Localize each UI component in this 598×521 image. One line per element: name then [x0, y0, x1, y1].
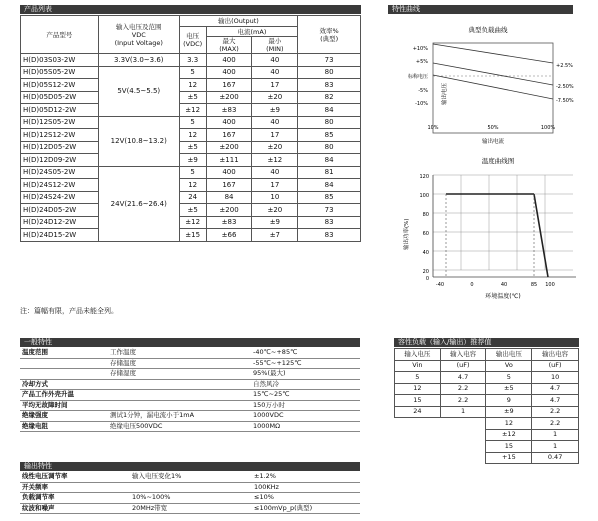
- temp-y-tick: 40: [422, 250, 429, 256]
- model-cell: H(D)12S05-2W: [21, 116, 99, 129]
- cap-cell: [395, 452, 441, 464]
- model-cell: H(D)24S24-2W: [21, 191, 99, 204]
- cap-cell: 2.2: [532, 418, 579, 430]
- product-table: [20, 15, 361, 242]
- header-min: 最小 (MIN): [252, 37, 298, 54]
- spec-condition: [108, 379, 251, 390]
- temp-x-tick: 85: [530, 282, 538, 288]
- spec-name: 产品工作外壳升温: [20, 390, 108, 401]
- table-row: [395, 395, 579, 407]
- table-row: [21, 116, 361, 129]
- spec-name: 开关频率: [20, 482, 130, 493]
- efficiency-cell: 84: [298, 154, 361, 167]
- imax-cell: 167: [206, 179, 252, 192]
- spec-value: ±1.2%: [252, 472, 360, 482]
- efficiency-cell: 84: [298, 179, 361, 192]
- spec-value: ≤10%: [252, 493, 360, 504]
- imin-cell: 40: [252, 54, 298, 67]
- model-cell: H(D)24D15-2W: [21, 229, 99, 242]
- vout-cell: 12: [179, 129, 206, 142]
- spec-condition: 10%~100%: [130, 493, 252, 504]
- general-table: [20, 348, 360, 432]
- vout-cell: ±15: [179, 229, 206, 242]
- vout-cell: ±5: [179, 141, 206, 154]
- cap-cell: 5: [486, 372, 532, 384]
- load-y-tick: -5%: [418, 88, 428, 94]
- vout-cell: ±9: [179, 154, 206, 167]
- table-row: [21, 141, 361, 154]
- table-row: [21, 191, 361, 204]
- input-voltage-cell: 24V(21.6~26.4): [98, 166, 179, 241]
- vout-cell: 5: [179, 116, 206, 129]
- table-row: [21, 229, 361, 242]
- spec-value: 100KHz: [252, 482, 360, 493]
- spec-condition: [108, 390, 251, 401]
- spec-value: 1000VDC: [251, 411, 360, 422]
- cap-header: 输出电压: [486, 349, 532, 361]
- table-header-row: [395, 349, 579, 361]
- efficiency-cell: 85: [298, 191, 361, 204]
- load-x-tick: 10%: [427, 125, 439, 131]
- efficiency-cell: 80: [298, 141, 361, 154]
- spec-name: 负载调节率: [20, 493, 130, 504]
- cap-cell: 4.7: [532, 395, 579, 407]
- imin-cell: 10: [252, 191, 298, 204]
- cap-cell: [440, 429, 486, 441]
- imax-cell: 84: [206, 191, 252, 204]
- vout-cell: 12: [179, 79, 206, 92]
- efficiency-cell: 82: [298, 91, 361, 104]
- table-row: [21, 204, 361, 217]
- vout-cell: ±12: [179, 104, 206, 117]
- header-efficiency: 效率% (典型): [298, 16, 361, 54]
- efficiency-cell: 80: [298, 66, 361, 79]
- efficiency-cell: 85: [298, 129, 361, 142]
- cap-table: [394, 348, 579, 464]
- table-row: [395, 406, 579, 418]
- load-line-label: -2.50%: [556, 84, 574, 90]
- table-row: [395, 452, 579, 464]
- imin-cell: ±20: [252, 141, 298, 154]
- header-current: 电流(mA): [206, 27, 298, 37]
- cap-cell: 1: [532, 429, 579, 441]
- cap-cell: 5: [395, 372, 441, 384]
- cap-cell: 2.2: [440, 383, 486, 395]
- spec-value: 1000MΩ: [251, 421, 360, 432]
- general-title: 一般特性: [20, 338, 360, 347]
- imin-cell: ±12: [252, 154, 298, 167]
- temp-derating-slope: [534, 194, 548, 277]
- cap-unit: (uF): [532, 360, 579, 372]
- imin-cell: ±20: [252, 91, 298, 104]
- cap-cell: ±12: [486, 429, 532, 441]
- spec-condition: [130, 482, 252, 493]
- cap-cell: 4.7: [440, 372, 486, 384]
- spec-name: [20, 358, 108, 369]
- spec-name: 绝缘电阻: [20, 421, 108, 432]
- imax-cell: ±83: [206, 104, 252, 117]
- efficiency-cell: 81: [298, 166, 361, 179]
- cap-cell: 0.47: [532, 452, 579, 464]
- input-voltage-cell: 5V(4.5~5.5): [98, 66, 179, 116]
- spec-condition: 存储湿度: [108, 369, 251, 380]
- cap-header: 输入电容: [440, 349, 486, 361]
- imin-cell: 17: [252, 179, 298, 192]
- cap-cell: 24: [395, 406, 441, 418]
- header-voltage: 电压 (VDC): [179, 27, 206, 54]
- load-y-tick: +5%: [415, 59, 428, 65]
- cap-cell: 12: [395, 383, 441, 395]
- header-input: 输入电压及范围 VDC (Input Voltage): [98, 16, 179, 54]
- temp-y-tick: 80: [422, 212, 429, 218]
- vout-cell: ±5: [179, 91, 206, 104]
- vout-cell: 3.3: [179, 54, 206, 67]
- model-cell: H(D)05S12-2W: [21, 79, 99, 92]
- table-row: [20, 472, 360, 482]
- load-curve-frame: [433, 43, 553, 133]
- table-row: [21, 216, 361, 229]
- model-cell: H(D)24S12-2W: [21, 179, 99, 192]
- cap-cell: 2.2: [532, 406, 579, 418]
- spec-condition: 测试1分钟，漏电流小于1mA: [108, 411, 251, 422]
- spec-value: 自然风冷: [251, 379, 360, 390]
- cap-cell: 15: [486, 441, 532, 453]
- model-cell: H(D)12D05-2W: [21, 141, 99, 154]
- temp-y-tick: 100: [419, 193, 429, 199]
- table-row: [21, 79, 361, 92]
- model-cell: H(D)05D12-2W: [21, 104, 99, 117]
- efficiency-cell: 84: [298, 104, 361, 117]
- cap-cell: ±5: [486, 383, 532, 395]
- product-note: 注：篇幅有限，产品未能全列。: [20, 307, 118, 315]
- imax-cell: ±200: [206, 204, 252, 217]
- efficiency-cell: 83: [298, 216, 361, 229]
- cap-cell: 1: [532, 441, 579, 453]
- model-cell: H(D)24S05-2W: [21, 166, 99, 179]
- imax-cell: ±83: [206, 216, 252, 229]
- table-row: [395, 383, 579, 395]
- imin-cell: 40: [252, 166, 298, 179]
- table-row: [20, 400, 360, 411]
- table-row: [21, 91, 361, 104]
- header-max: 最大 (MAX): [206, 37, 252, 54]
- imax-cell: 167: [206, 79, 252, 92]
- imin-cell: 40: [252, 116, 298, 129]
- spec-name: 绝缘强度: [20, 411, 108, 422]
- cap-cell: [395, 418, 441, 430]
- load-curve-title: 典型负载曲线: [468, 26, 508, 34]
- spec-condition: 20MHz带宽: [130, 503, 252, 514]
- efficiency-cell: 73: [298, 54, 361, 67]
- load-y-tick: -10%: [415, 101, 428, 107]
- load-y-tick: +10%: [412, 46, 428, 52]
- table-row: [21, 54, 361, 67]
- temp-curve-title: 温度曲线图: [481, 157, 515, 165]
- cap-header: 输入电压: [395, 349, 441, 361]
- imax-cell: ±66: [206, 229, 252, 242]
- cap-header: 输出电容: [532, 349, 579, 361]
- temp-y-tick: 120: [419, 174, 429, 180]
- imin-cell: 17: [252, 79, 298, 92]
- model-cell: H(D)24D05-2W: [21, 204, 99, 217]
- efficiency-cell: 80: [298, 116, 361, 129]
- spec-condition: 绝缘电压500VDC: [108, 421, 251, 432]
- table-row: [21, 66, 361, 79]
- table-row: [20, 369, 360, 380]
- temp-y-label: 输出功率(%): [404, 218, 410, 250]
- spec-value: 15℃~25℃: [251, 390, 360, 401]
- load-x-label: 输出电流: [481, 139, 505, 145]
- model-cell: H(D)03S03-2W: [21, 54, 99, 67]
- spec-condition: 工作温度: [108, 348, 251, 358]
- cap-cell: ±9: [486, 406, 532, 418]
- spec-name: 平均无故障时间: [20, 400, 108, 411]
- spec-name: 冷却方式: [20, 379, 108, 390]
- table-row: [20, 379, 360, 390]
- cap-cell: 4.7: [532, 383, 579, 395]
- product-list-title: 产品列表: [20, 5, 361, 14]
- model-cell: H(D)12S12-2W: [21, 129, 99, 142]
- load-line-upper: [433, 44, 553, 63]
- spec-name: [20, 369, 108, 380]
- imax-cell: ±200: [206, 141, 252, 154]
- cap-cell: 9: [486, 395, 532, 407]
- imin-cell: 40: [252, 66, 298, 79]
- model-cell: H(D)05D05-2W: [21, 91, 99, 104]
- spec-condition: 输入电压变化1%: [130, 472, 252, 482]
- spec-value: 95%(最大): [251, 369, 360, 380]
- cap-cell: +15: [486, 452, 532, 464]
- spec-value: -40℃~+85℃: [251, 348, 360, 358]
- input-voltage-cell: 12V(10.8~13.2): [98, 116, 179, 166]
- spec-value: 150万小时: [251, 400, 360, 411]
- curves-panel: [388, 15, 593, 305]
- load-line-label: -7.50%: [556, 98, 574, 104]
- cap-cell: 2.2: [440, 395, 486, 407]
- load-x-tick: 50%: [487, 125, 499, 131]
- header-model: 产品型号: [21, 16, 99, 54]
- table-row: [20, 411, 360, 422]
- model-cell: H(D)12D09-2W: [21, 154, 99, 167]
- temp-y-tick: 0: [425, 276, 429, 282]
- table-row: [395, 429, 579, 441]
- load-y-label: 输出电压: [442, 82, 448, 105]
- spec-condition: 存储温度: [108, 358, 251, 369]
- cap-cell: 12: [486, 418, 532, 430]
- spec-name: 温度范围: [20, 348, 108, 358]
- cap-cell: [440, 441, 486, 453]
- header-output: 输出(Output): [179, 16, 298, 27]
- table-unit-row: [395, 360, 579, 372]
- output-char-title: 输出特性: [20, 462, 360, 471]
- imin-cell: ±9: [252, 216, 298, 229]
- efficiency-cell: 83: [298, 79, 361, 92]
- vout-cell: 24: [179, 191, 206, 204]
- cap-table-title: 容性负载（输入/输出）推荐值: [394, 338, 579, 347]
- spec-name: 线性电压调节率: [20, 472, 130, 482]
- load-line-label: +2.5%: [556, 63, 573, 69]
- table-row: [20, 493, 360, 504]
- spec-condition: [108, 400, 251, 411]
- model-cell: H(D)24D12-2W: [21, 216, 99, 229]
- load-y-tick: 标称电压: [407, 74, 428, 80]
- output-char-table: [20, 472, 360, 514]
- temp-curve-grid: [433, 175, 573, 270]
- efficiency-cell: 73: [298, 204, 361, 217]
- table-row: [20, 421, 360, 432]
- spec-value: -55℃~+125℃: [251, 358, 360, 369]
- spec-name: 纹波和噪声: [20, 503, 130, 514]
- vout-cell: ±5: [179, 204, 206, 217]
- temp-x-tick: -40: [435, 282, 445, 288]
- cap-cell: [440, 452, 486, 464]
- temp-y-tick: 20: [422, 269, 429, 275]
- temp-x-tick: 0: [470, 282, 474, 288]
- table-row: [20, 482, 360, 493]
- temp-x-label: 环境温度(℃): [485, 293, 521, 300]
- vout-cell: 5: [179, 66, 206, 79]
- table-row: [21, 104, 361, 117]
- cap-cell: [440, 418, 486, 430]
- table-row: [20, 348, 360, 358]
- load-line-lower: [433, 75, 553, 99]
- table-row: [395, 372, 579, 384]
- table-row: [21, 179, 361, 192]
- table-row: [20, 390, 360, 401]
- table-row: [20, 358, 360, 369]
- cap-cell: 10: [532, 372, 579, 384]
- vout-cell: ±12: [179, 216, 206, 229]
- cap-cell: 1: [440, 406, 486, 418]
- imax-cell: 400: [206, 66, 252, 79]
- imin-cell: ±7: [252, 229, 298, 242]
- load-x-tick: 100%: [540, 125, 556, 131]
- curves-title: 特性曲线: [388, 5, 573, 14]
- imax-cell: 400: [206, 166, 252, 179]
- cap-unit: (uF): [440, 360, 486, 372]
- temp-x-tick: 100: [545, 282, 555, 288]
- imax-cell: 400: [206, 54, 252, 67]
- input-voltage-cell: 3.3V(3.0~3.6): [98, 54, 179, 67]
- temp-x-tick: 40: [500, 282, 508, 288]
- temp-y-tick: 60: [422, 231, 429, 237]
- cap-unit: Vin: [395, 360, 441, 372]
- imin-cell: 17: [252, 129, 298, 142]
- cap-cell: [395, 429, 441, 441]
- table-row: [21, 166, 361, 179]
- cap-cell: [395, 441, 441, 453]
- efficiency-cell: 83: [298, 229, 361, 242]
- imin-cell: ±9: [252, 104, 298, 117]
- imax-cell: 400: [206, 116, 252, 129]
- model-cell: H(D)05S05-2W: [21, 66, 99, 79]
- table-row: [395, 441, 579, 453]
- table-row: [21, 129, 361, 142]
- imax-cell: 167: [206, 129, 252, 142]
- table-row: [395, 418, 579, 430]
- vout-cell: 5: [179, 166, 206, 179]
- table-row: [21, 154, 361, 167]
- spec-value: ≤100mVp_p(典型): [252, 503, 360, 514]
- imin-cell: ±20: [252, 204, 298, 217]
- load-line-mid: [433, 63, 553, 85]
- imax-cell: ±200: [206, 91, 252, 104]
- cap-cell: 15: [395, 395, 441, 407]
- cap-unit: Vo: [486, 360, 532, 372]
- table-row: [20, 503, 360, 514]
- vout-cell: 12: [179, 179, 206, 192]
- imax-cell: ±111: [206, 154, 252, 167]
